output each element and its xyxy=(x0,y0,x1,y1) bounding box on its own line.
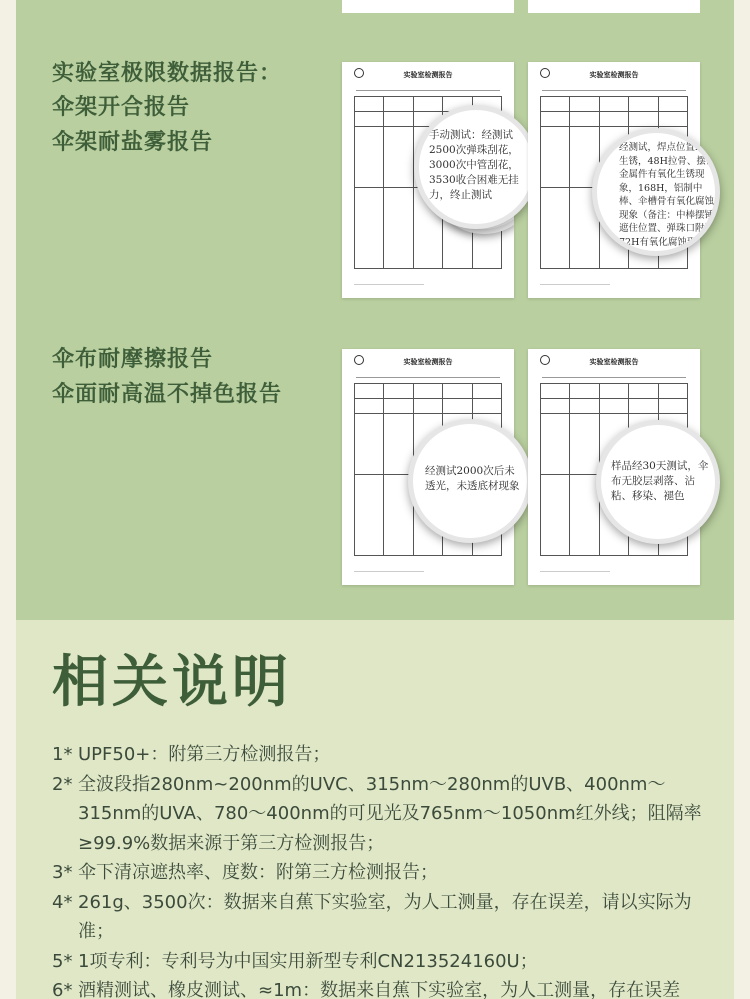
lens-text-1: 手动测试：经测试2500次弹珠刮花，3000次中管刮花，3530收合困难无挂力，终止测试 xyxy=(429,129,519,201)
lens-text-3: 经测试2000次后未透光，未透底材现象 xyxy=(425,465,520,492)
magnifier-lens-4 xyxy=(596,420,720,544)
note-item: 3* 伞下清凉遮热率、度数：附第三方检测报告； xyxy=(52,862,438,883)
note-item: 5* 1项专利：专利号为中国实用新型专利CN213524160U； xyxy=(52,950,538,972)
notes-list xyxy=(52,740,712,999)
note-item: 2* 全波段指280nm~200nm的UVC、315nm～280nm的UVB、400nm～315nm的UVA、780～400nm的可见光及765nm～1050nm红外线；阻隔率≥99.9%数据来源于第三方检测报告； xyxy=(52,773,702,854)
section1-title-3: 伞架耐盐雾报告 xyxy=(52,130,214,155)
section2-title-2: 伞面耐高温不掉色报告 xyxy=(52,382,283,407)
document-top-left xyxy=(342,0,514,13)
section2-title-1: 伞布耐摩擦报告 xyxy=(52,347,214,372)
note-item: 6* 酒精测试、橡皮测试、≈1m：数据来自蕉下实验室，为人工测量，存在误差 xyxy=(52,980,681,999)
lens-text-4: 样品经30天测试，伞布无胶层剥落、沾粘、移染、褪色 xyxy=(611,460,709,502)
magnifier-lens-3 xyxy=(408,419,532,543)
note-item: 1* UPF50+：附第三方检测报告； xyxy=(52,744,331,765)
lens-text-2: 经测试，焊点位置24H生锈，48H拉骨、摆锤金属件有氧化生锈现象，168H，铝制中棒、伞槽骨有氧化腐蚀现象（备注：中棒摆锤遮住位置、弹珠口附近72H有氧化腐蚀现象） xyxy=(619,142,716,248)
report-header: 实验室检测报告 xyxy=(589,358,639,366)
section-heading: 相关说明 xyxy=(52,650,292,715)
magnifier-lens-2 xyxy=(592,128,720,256)
section1-title-1: 实验室极限数据报告： xyxy=(52,61,283,86)
section1-title-2: 伞架开合报告 xyxy=(52,95,191,120)
report-header: 实验室检测报告 xyxy=(403,71,453,79)
note-item: 4* 261g、3500次：数据来自蕉下实验室，为人工测量，存在误差，请以实际为准； xyxy=(52,891,692,942)
document-top-right xyxy=(528,0,700,13)
magnifier-lens-1 xyxy=(414,105,538,229)
report-header: 实验室检测报告 xyxy=(403,358,453,366)
report-header: 实验室检测报告 xyxy=(589,71,639,79)
